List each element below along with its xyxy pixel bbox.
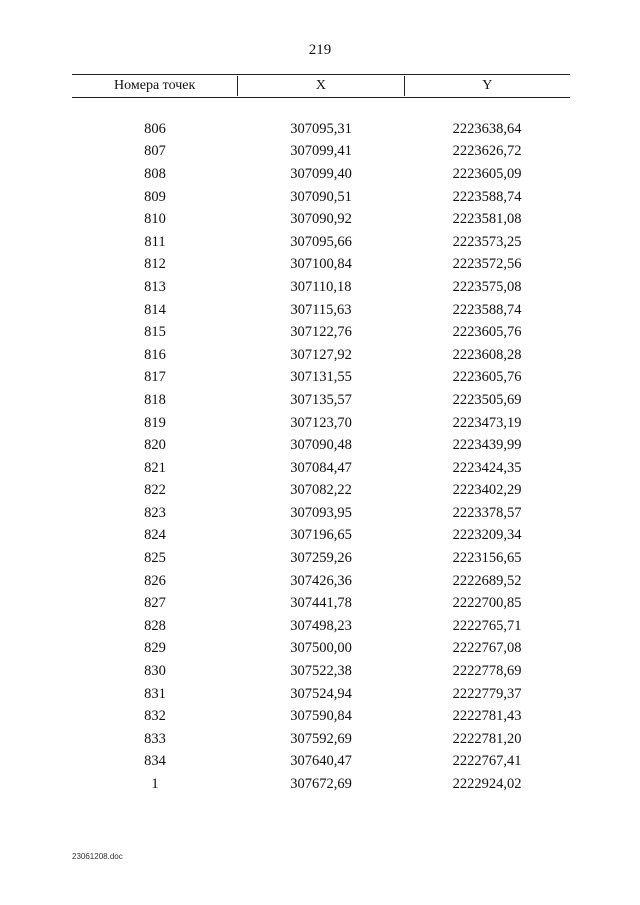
x-cell: 307090,48 — [290, 437, 352, 454]
point-number-cell: 812 — [144, 256, 166, 273]
table-row — [72, 141, 570, 164]
y-cell: 2223605,09 — [452, 165, 522, 182]
table-row — [72, 367, 570, 390]
table-row — [72, 321, 570, 344]
x-cell: 307426,36 — [290, 572, 352, 589]
y-cell: 2223575,08 — [452, 278, 522, 295]
x-cell: 307259,26 — [290, 550, 352, 567]
point-number-cell: 813 — [144, 278, 166, 295]
x-cell: 307090,92 — [290, 211, 352, 228]
table-row — [72, 344, 570, 367]
y-cell: 2223581,08 — [452, 211, 522, 228]
x-cell: 307099,41 — [290, 143, 352, 160]
table-row — [72, 276, 570, 299]
table-row — [72, 208, 570, 231]
y-cell: 2223626,72 — [452, 143, 522, 160]
y-cell: 2222765,71 — [452, 617, 522, 634]
point-number-cell: 833 — [144, 730, 166, 747]
x-cell: 307095,66 — [290, 233, 352, 250]
table-row — [72, 683, 570, 706]
table-row — [72, 231, 570, 254]
point-number-cell: 819 — [144, 414, 166, 431]
x-cell: 307524,94 — [290, 685, 352, 702]
table-row — [72, 457, 570, 480]
point-number-cell: 823 — [144, 504, 166, 521]
y-cell: 2223156,65 — [452, 550, 522, 567]
x-cell: 307084,47 — [290, 459, 352, 476]
x-cell: 307110,18 — [290, 278, 352, 295]
header-x: X — [237, 76, 403, 96]
x-cell: 307131,55 — [290, 369, 352, 386]
point-number-cell: 832 — [144, 708, 166, 725]
table-row — [72, 389, 570, 412]
table-row — [72, 773, 570, 796]
table-body — [72, 98, 570, 796]
x-cell: 307127,92 — [290, 346, 352, 363]
table-row — [72, 163, 570, 186]
point-number-cell: 829 — [144, 640, 166, 657]
y-cell: 2223573,25 — [452, 233, 522, 250]
x-cell: 307196,65 — [290, 527, 352, 544]
point-number-cell: 809 — [144, 188, 166, 205]
point-number-cell: 818 — [144, 391, 166, 408]
y-cell: 2222767,08 — [452, 640, 522, 657]
x-cell: 307095,31 — [290, 120, 352, 137]
y-cell: 2223588,74 — [452, 188, 522, 205]
y-cell: 2222781,43 — [452, 708, 522, 725]
table-row — [72, 412, 570, 435]
table-row — [72, 299, 570, 322]
x-cell: 307093,95 — [290, 504, 352, 521]
y-cell: 2223209,34 — [452, 527, 522, 544]
x-cell: 307122,76 — [290, 324, 352, 341]
point-number-cell: 817 — [144, 369, 166, 386]
table-row — [72, 434, 570, 457]
y-cell: 2223605,76 — [452, 369, 522, 386]
table-row — [72, 728, 570, 751]
table-row — [72, 705, 570, 728]
table-row — [72, 547, 570, 570]
x-cell: 307592,69 — [290, 730, 352, 747]
point-number-cell: 811 — [144, 233, 166, 250]
point-number-cell: 825 — [144, 550, 166, 567]
point-number-cell: 822 — [144, 482, 166, 499]
table-row — [72, 638, 570, 661]
table-row — [72, 751, 570, 774]
point-number-cell: 808 — [144, 165, 166, 182]
table-row — [72, 592, 570, 615]
point-number-cell: 820 — [144, 437, 166, 454]
point-number-cell: 824 — [144, 527, 166, 544]
page-number: 219 — [308, 42, 332, 58]
y-cell: 2222779,37 — [452, 685, 522, 702]
x-cell: 307100,84 — [290, 256, 352, 273]
x-cell: 307590,84 — [290, 708, 352, 725]
x-cell: 307672,69 — [290, 776, 352, 793]
y-cell: 2223473,19 — [452, 414, 522, 431]
y-cell: 2223505,69 — [452, 391, 522, 408]
point-number-cell: 806 — [144, 120, 166, 137]
y-cell: 2222700,85 — [452, 595, 522, 612]
y-cell: 2223605,76 — [452, 324, 522, 341]
x-cell: 307123,70 — [290, 414, 352, 431]
y-cell: 2223588,74 — [452, 301, 522, 318]
x-cell: 307090,51 — [290, 188, 352, 205]
y-cell: 2223402,29 — [452, 482, 522, 499]
table-row — [72, 254, 570, 277]
table-row — [72, 525, 570, 548]
y-cell: 2223424,35 — [452, 459, 522, 476]
x-cell: 307640,47 — [290, 753, 352, 770]
point-number-cell: 814 — [144, 301, 166, 318]
y-cell: 2222778,69 — [452, 663, 522, 680]
y-cell: 2223572,56 — [452, 256, 522, 273]
point-number-cell: 807 — [144, 143, 166, 160]
y-cell: 2223638,64 — [452, 120, 522, 137]
point-number-cell: 834 — [144, 753, 166, 770]
x-cell: 307135,57 — [290, 391, 352, 408]
point-number-cell: 1 — [151, 776, 159, 793]
x-cell: 307082,22 — [290, 482, 352, 499]
point-number-cell: 810 — [144, 211, 166, 228]
x-cell: 307498,23 — [290, 617, 352, 634]
y-cell: 2222924,02 — [452, 776, 522, 793]
table-row — [72, 570, 570, 593]
table-row — [72, 118, 570, 141]
x-cell: 307522,38 — [290, 663, 352, 680]
point-number-cell: 828 — [144, 617, 166, 634]
table-row — [72, 480, 570, 503]
header-point-numbers: Номера точек — [114, 78, 196, 93]
x-cell: 307500,00 — [290, 640, 352, 657]
table-row — [72, 502, 570, 525]
table-row — [72, 186, 570, 209]
point-number-cell: 830 — [144, 663, 166, 680]
coordinates-table — [72, 74, 570, 796]
x-cell: 307115,63 — [290, 301, 352, 318]
point-number-cell: 827 — [144, 595, 166, 612]
x-cell: 307441,78 — [290, 595, 352, 612]
y-cell: 2223378,57 — [452, 504, 522, 521]
point-number-cell: 815 — [144, 324, 166, 341]
table-row — [72, 615, 570, 638]
y-cell: 2222781,20 — [452, 730, 522, 747]
y-cell: 2223608,28 — [452, 346, 522, 363]
table-header — [72, 74, 570, 98]
point-number-cell: 816 — [144, 346, 166, 363]
y-cell: 2222689,52 — [452, 572, 522, 589]
x-cell: 307099,40 — [290, 165, 352, 182]
footer-filename: 23061208.doc — [72, 852, 123, 861]
table-row — [72, 660, 570, 683]
y-cell: 2223439,99 — [452, 437, 522, 454]
point-number-cell: 831 — [144, 685, 166, 702]
header-y: Y — [404, 76, 570, 96]
y-cell: 2222767,41 — [452, 753, 522, 770]
point-number-cell: 821 — [144, 459, 166, 476]
point-number-cell: 826 — [144, 572, 166, 589]
